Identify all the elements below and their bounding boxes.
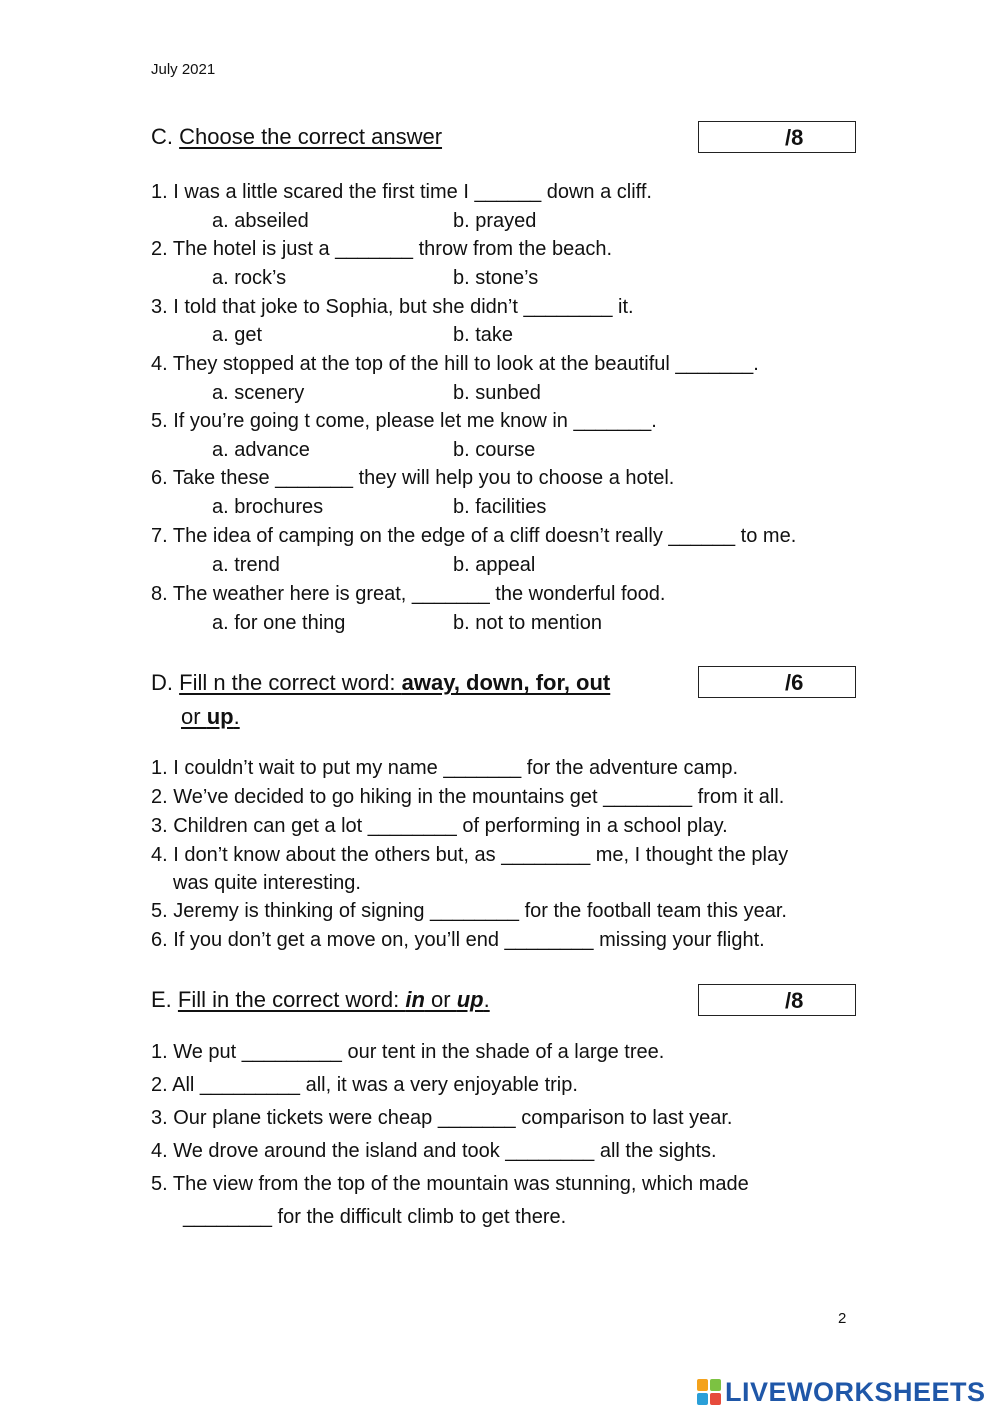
question-c8: 8. The weather here is great, _______ the wonderful food.	[151, 583, 666, 605]
option-c5-b[interactable]: b. course	[453, 439, 536, 461]
option-c5-a[interactable]: a. advance	[212, 439, 310, 461]
section-c-letter: C.	[151, 124, 173, 149]
section-d-title	[151, 670, 610, 696]
section-d-heading	[179, 670, 610, 695]
question-c4: 4. They stopped at the top of the hill to look at the beautiful _______.	[151, 353, 759, 375]
question-c5: 5. If you’re going t come, please let me know in _______.	[151, 410, 657, 432]
section-d-word-list: away, down, for, out	[401, 670, 611, 695]
option-c3-a[interactable]: a. get	[212, 324, 263, 346]
section-e-score-box[interactable]	[698, 984, 856, 1016]
option-c8-b[interactable]: b. not to mention	[453, 612, 602, 634]
option-c2-a[interactable]: a. rock’s	[212, 267, 287, 289]
question-e4: 4. We drove around the island and took ________ all the sights.	[151, 1140, 717, 1162]
section-c-score-box[interactable]	[698, 121, 856, 153]
option-c3-b[interactable]: b. take	[453, 324, 514, 346]
section-d-letter: D.	[151, 670, 173, 695]
question-c2: 2. The hotel is just a _______ throw from the beach.	[151, 238, 613, 260]
question-d6: 6. If you don’t get a move on, you’ll end ________ missing your flight.	[151, 929, 765, 951]
section-d-word-up: up	[206, 704, 234, 729]
section-c-heading: Choose the correct answer	[179, 124, 443, 149]
question-e1: 1. We put _________ our tent in the shade of a large tree.	[151, 1041, 665, 1063]
section-d-or: or	[181, 704, 207, 729]
section-e-title	[151, 987, 490, 1013]
question-c3: 3. I told that joke to Sophia, but she didn’t ________ it.	[151, 296, 634, 318]
page-number: 2	[838, 1310, 847, 1327]
option-c4-b[interactable]: b. sunbed	[453, 382, 541, 404]
option-c7-b[interactable]: b. appeal	[453, 554, 536, 576]
question-d4: 4. I don’t know about the others but, as ________ me, I thought the play	[151, 844, 789, 866]
section-e-score: /8	[785, 988, 804, 1013]
section-d-score-box[interactable]	[698, 666, 856, 698]
liveworksheets-logo-icon	[697, 1379, 721, 1405]
question-d2: 2. We’ve decided to go hiking in the mountains get ________ from it all.	[151, 786, 785, 808]
question-e2: 2. All _________ all, it was a very enjoyable trip.	[151, 1074, 578, 1096]
section-e-word-in: in	[405, 987, 425, 1012]
section-d-period: .	[233, 704, 240, 729]
option-c7-a[interactable]: a. trend	[212, 554, 280, 576]
question-e5: 5. The view from the top of the mountain was stunning, which made	[151, 1173, 749, 1195]
section-c-title	[151, 124, 442, 150]
section-d-score: /6	[785, 670, 804, 695]
section-e-heading-prefix: Fill in the correct word:	[177, 987, 406, 1012]
header-date: July 2021	[151, 61, 216, 78]
option-c6-a[interactable]: a. brochures	[212, 496, 324, 518]
question-d1: 1. I couldn’t wait to put my name _______ for the adventure camp.	[151, 757, 739, 779]
question-c1: 1. I was a little scared the first time I ______ down a cliff.	[151, 181, 652, 203]
section-e-period: .	[483, 987, 490, 1012]
option-c8-a[interactable]: a. for one thing	[212, 612, 346, 634]
section-d-heading-prefix: Fill n the correct word:	[179, 670, 402, 695]
option-c1-a[interactable]: a. abseiled	[212, 210, 309, 232]
liveworksheets-logo	[697, 1376, 986, 1408]
section-e-heading	[178, 987, 490, 1012]
section-d-title-line2	[181, 704, 240, 730]
question-d5: 5. Jeremy is thinking of signing ________ for the football team this year.	[151, 900, 787, 922]
section-d-heading-line2	[181, 704, 240, 729]
question-e5-continued: ________ for the difficult climb to get there.	[183, 1206, 567, 1228]
section-e-or: or	[424, 987, 457, 1012]
question-c7: 7. The idea of camping on the edge of a cliff doesn’t really ______ to me.	[151, 525, 797, 547]
section-e-word-up: up	[456, 987, 484, 1012]
option-c2-b[interactable]: b. stone’s	[453, 267, 539, 289]
question-c6: 6. Take these _______ they will help you to choose a hotel.	[151, 467, 675, 489]
option-c4-a[interactable]: a. scenery	[212, 382, 305, 404]
option-c6-b[interactable]: b. facilities	[453, 496, 547, 518]
question-e3: 3. Our plane tickets were cheap _______ comparison to last year.	[151, 1107, 733, 1129]
liveworksheets-brand: LIVEWORKSHEETS	[725, 1376, 986, 1407]
question-d4-continued: was quite interesting.	[173, 872, 361, 894]
option-c1-b[interactable]: b. prayed	[453, 210, 537, 232]
section-c-score: /8	[785, 125, 804, 150]
question-d3: 3. Children can get a lot ________ of performing in a school play.	[151, 815, 728, 837]
section-e-letter: E.	[151, 987, 172, 1012]
